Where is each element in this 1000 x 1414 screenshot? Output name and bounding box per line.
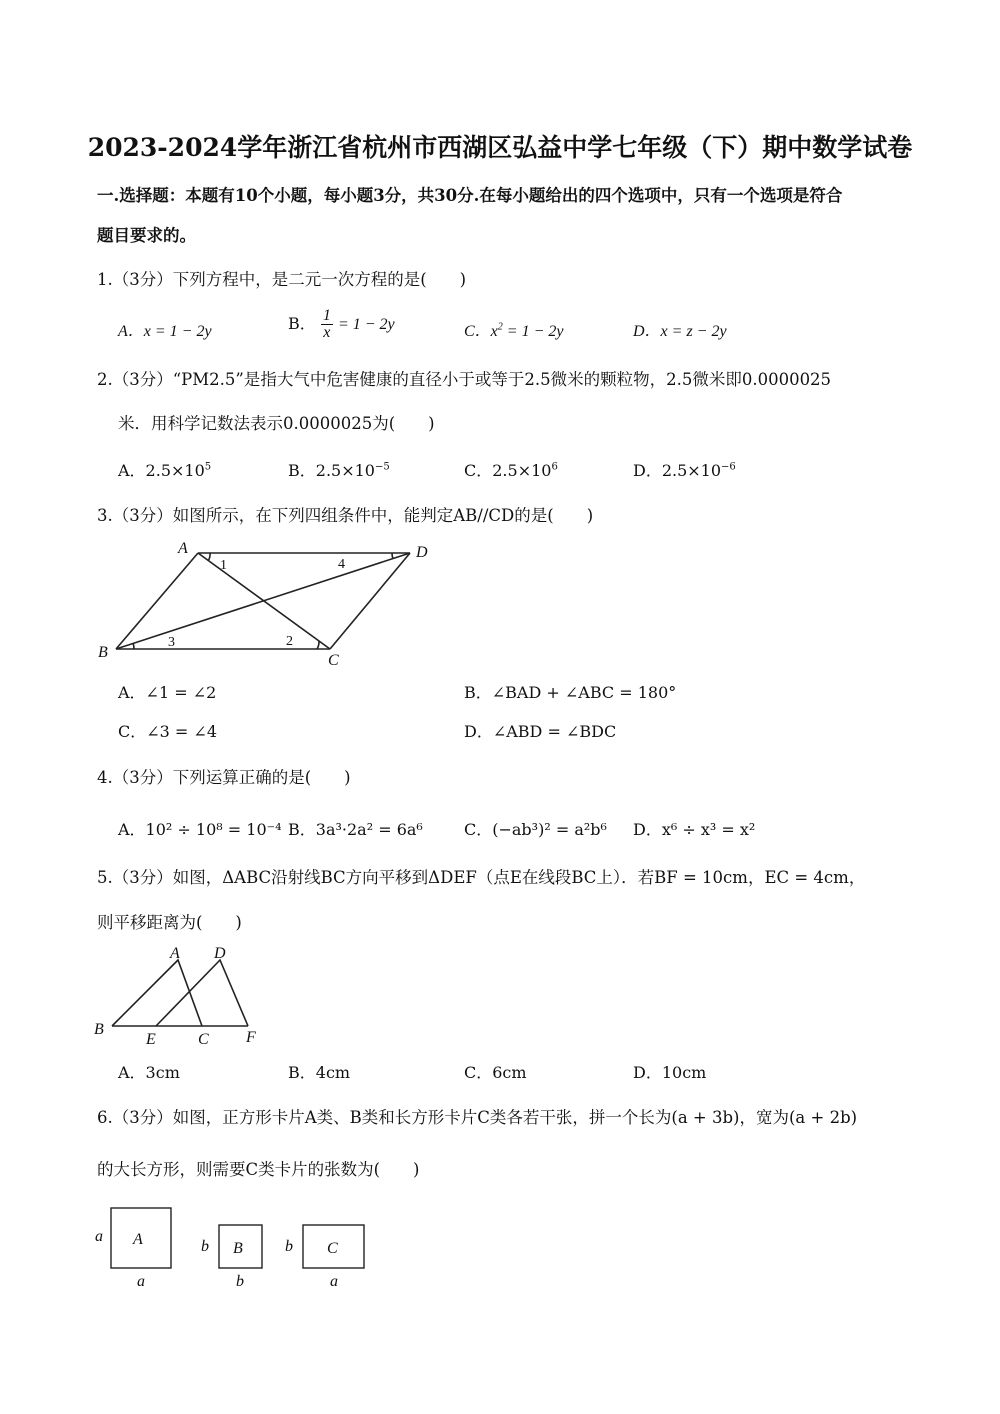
card-b-bottom-label: b <box>236 1273 244 1290</box>
q5-stem-line2: 则平移距离为( ) <box>97 913 242 932</box>
q1-stem: 1.（3分）下列方程中，是二元一次方程的是( ) <box>97 270 467 289</box>
q4-option-b: B．3a³·2a² = 6a⁶ <box>288 820 423 839</box>
q3-angle-3: 3 <box>168 635 175 650</box>
q4-option-c: C．(−ab³)² = a²b⁶ <box>464 820 607 839</box>
q1-option-c-post: = 1 − 2y <box>506 323 564 340</box>
line-bd <box>116 553 410 649</box>
q2-option-b-exp: −5 <box>374 461 390 473</box>
line-ab <box>116 553 198 649</box>
q1-option-c <box>464 318 563 341</box>
q1-option-d: D．x = z − 2y <box>633 323 727 340</box>
q6-stem-line1: 6.（3分）如图，正方形卡片A类、B类和长方形卡片C类各若干张，拼一个长为(a + 3b)，宽为(a + 2b) <box>97 1108 858 1127</box>
q3-label-a: A <box>178 540 188 557</box>
q5-label-c: C <box>198 1031 209 1048</box>
section-heading-line1: 一.选择题：本题有10个小题，每小题3分，共30分.在每小题给出的四个选项中，只有一个选项是符合 <box>97 186 843 205</box>
card-b-side-label: b <box>201 1238 209 1255</box>
q2-option-c <box>464 458 558 481</box>
q2-option-c-base: C．2.5×10 <box>464 461 552 480</box>
q3-label-b: B <box>98 644 108 661</box>
q3-option-b: B．∠BAD + ∠ABC = 180° <box>464 683 677 702</box>
angle-4-arc <box>392 553 393 559</box>
q4-stem: 4.（3分）下列运算正确的是( ) <box>97 768 351 787</box>
q2-option-d <box>633 458 736 481</box>
q1-fraction-denominator: x <box>323 324 331 341</box>
q1-option-a: A．x = 1 − 2y <box>118 323 212 340</box>
angle-3-arc <box>133 643 134 649</box>
q2-option-a <box>118 458 211 481</box>
card-a-bottom-label: a <box>137 1273 145 1290</box>
q3-angle-1: 1 <box>220 558 227 573</box>
q5-option-a: A．3cm <box>118 1063 180 1082</box>
q2-option-d-exp: −6 <box>721 461 736 473</box>
q2-option-a-base: A．2.5×10 <box>118 461 205 480</box>
q3-label-d: D <box>416 544 428 561</box>
q5-stem-line1: 5.（3分）如图，ΔABC沿射线BC方向平移到ΔDEF（点E在线段BC上）．若BF = 10cm，EC = 4cm， <box>97 868 866 887</box>
q5-label-b: B <box>94 1021 104 1038</box>
angle-1-arc <box>208 553 210 561</box>
q1-fraction-numerator: 1 <box>322 307 331 324</box>
card-c-label: C <box>327 1240 338 1257</box>
q2-option-c-exp: 6 <box>551 461 558 473</box>
q2-stem-line1: 2.（3分）“PM2.5”是指大气中危害健康的直径小于或等于2.5微米的颗粒物，2.5微米即0.0000025 <box>97 370 832 389</box>
q3-angle-4: 4 <box>338 557 345 572</box>
card-c-side-label: b <box>285 1238 293 1255</box>
q2-stem-line2: 米．用科学记数法表示0.0000025为( ) <box>118 414 435 433</box>
q3-option-c: C．∠3 = ∠4 <box>118 722 217 741</box>
q6-figure <box>88 1198 388 1298</box>
q2-option-d-base: D．2.5×10 <box>633 461 722 480</box>
q4-option-d: D．x⁶ ÷ x³ = x² <box>633 820 756 839</box>
q1-option-c-pre: C．x <box>464 323 498 340</box>
q3-angle-2: 2 <box>286 634 293 649</box>
q1-option-c-sup: 2 <box>497 321 503 333</box>
q6-stem-line2: 的大长方形，则需要C类卡片的张数为( ) <box>97 1160 420 1179</box>
q5-option-c: C．6cm <box>464 1063 527 1082</box>
q1-option-b-fraction <box>321 308 333 341</box>
q5-option-b: B．4cm <box>288 1063 351 1082</box>
card-a-label: A <box>133 1231 143 1248</box>
q4-option-a: A．10² ÷ 10⁸ = 10⁻⁴ <box>118 820 282 839</box>
card-b-label: B <box>233 1240 243 1257</box>
q3-label-c: C <box>328 652 339 669</box>
card-c-bottom-label: a <box>330 1273 338 1290</box>
q2-option-b <box>288 458 390 481</box>
q5-figure <box>90 942 270 1050</box>
q1-option-b-rest: = 1 − 2y <box>337 316 395 333</box>
q3-stem: 3.（3分）如图所示，在下列四组条件中，能判定AB//CD的是( ) <box>97 506 594 525</box>
q1-option-b-label: B． <box>288 314 316 333</box>
card-a-side-label: a <box>95 1228 103 1245</box>
q3-option-a: A．∠1 = ∠2 <box>118 683 217 702</box>
triangle-def <box>156 960 248 1026</box>
q2-option-b-base: B．2.5×10 <box>288 461 375 480</box>
q3-figure <box>90 535 440 670</box>
page-title: 2023-2024学年浙江省杭州市西湖区弘益中学七年级（下）期中数学试卷 <box>87 133 913 162</box>
q2-option-a-exp: 5 <box>204 461 212 473</box>
q1-option-b <box>288 308 395 341</box>
q5-option-d: D．10cm <box>633 1063 707 1082</box>
q5-label-a: A <box>170 945 180 962</box>
angle-2-arc <box>317 641 319 649</box>
q5-label-d: D <box>214 945 226 962</box>
q5-label-f: F <box>246 1029 256 1046</box>
q5-label-e: E <box>146 1031 156 1048</box>
q3-option-d: D．∠ABD = ∠BDC <box>464 722 617 741</box>
section-heading-line2: 题目要求的。 <box>97 226 196 245</box>
